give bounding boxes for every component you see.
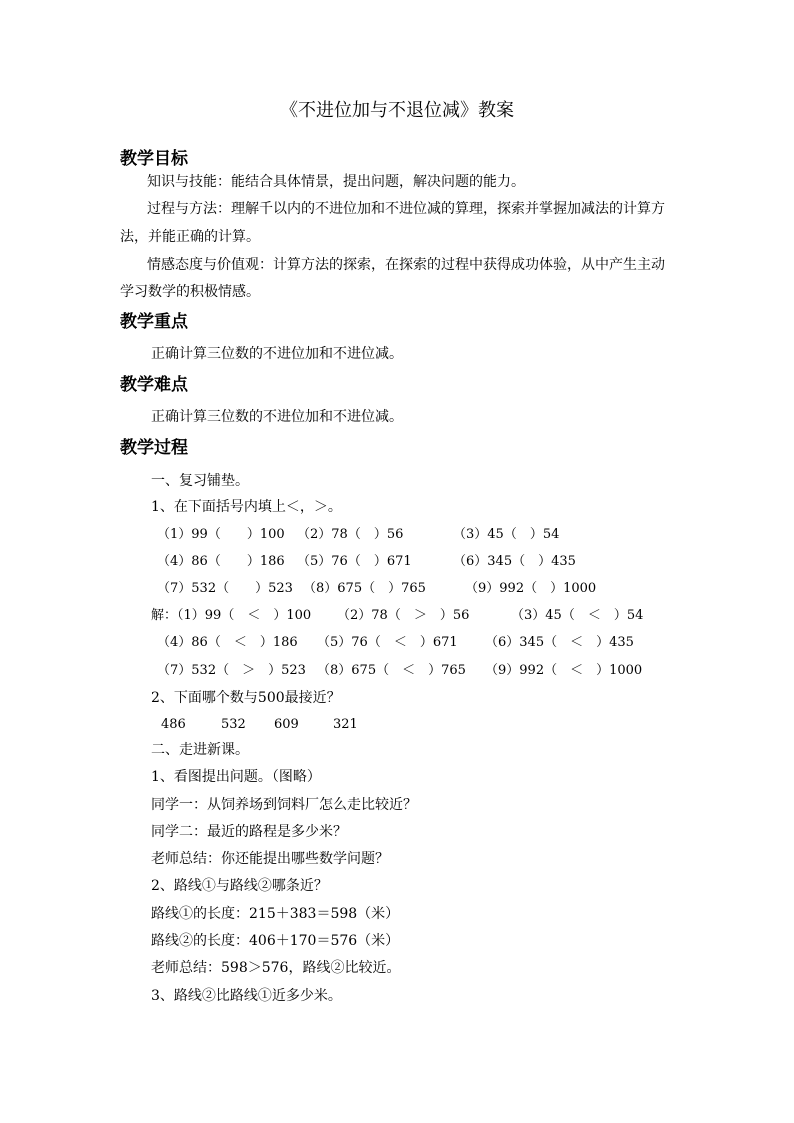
q2-number: 486 — [161, 717, 186, 732]
route-1-length: 路线①的长度：215＋383＝598（米） — [151, 906, 400, 922]
goal-attitude-line2: 学习数学的积极情感。 — [120, 284, 260, 300]
step-3: 3、路线②比路线①近多少米。 — [151, 988, 342, 1004]
a1-item: （8）675（ ＜ ）765 — [317, 663, 466, 678]
goal-process-line2: 法，并能正确的计算。 — [120, 229, 260, 245]
q1-item: （9）992（ ）1000 — [465, 581, 597, 596]
heading-difficulty: 教学难点 — [120, 375, 188, 395]
q2-number: 532 — [221, 717, 246, 732]
q1-item: （6）345（ ）435 — [453, 554, 576, 569]
goal-process-line1: 过程与方法：理解千以内的不进位加和不进位减的算理，探索并掌握加减法的计算方 — [147, 201, 665, 217]
a1-item: （7）532（ ＞ ）523 — [157, 663, 306, 678]
q1-item: （5）76（ ）671 — [297, 554, 412, 569]
q1-item: （7）532（ ）523 — [157, 581, 293, 596]
q2-number: 321 — [333, 717, 358, 732]
heading-key: 教学重点 — [120, 312, 188, 332]
q1-item: （4）86（ ）186 — [157, 554, 285, 569]
a1-item: 解：（1）99（ ＜ ）100 — [151, 608, 312, 623]
q1-item: （8）675（ ）765 — [303, 581, 426, 596]
review-title: 一、复习铺垫。 — [151, 473, 249, 489]
a1-item: （4）86（ ＜ ）186 — [157, 635, 298, 650]
question-2: 2、下面哪个数与500最接近？ — [151, 690, 341, 706]
heading-goals: 教学目标 — [120, 149, 188, 169]
a1-item: （2）78（ ＞ ）56 — [337, 608, 470, 623]
page-title: 《不进位加与不退位减》教案 — [280, 100, 514, 121]
q2-number: 609 — [274, 717, 299, 732]
a1-item: （6）345（ ＜ ）435 — [485, 635, 634, 650]
teacher-summary-1: 老师总结：你还能提出哪些数学问题？ — [151, 851, 389, 867]
route-2-length: 路线②的长度：406＋170＝576（米） — [151, 933, 400, 949]
key-text: 正确计算三位数的不进位加和不进位减。 — [151, 346, 403, 362]
student-1: 同学一：从饲养场到饲料厂怎么走比较近？ — [151, 797, 417, 813]
a1-item: （9）992（ ＜ ）1000 — [485, 663, 643, 678]
a1-item: （5）76（ ＜ ）671 — [317, 635, 458, 650]
step-1: 1、看图提出问题。（图略） — [151, 769, 321, 785]
q1-item: （2）78（ ）56 — [297, 527, 404, 542]
q1-item: （1）99（ ）100 — [157, 527, 285, 542]
difficulty-text: 正确计算三位数的不进位加和不进位减。 — [151, 409, 403, 425]
a1-item: （3）45（ ＜ ）54 — [511, 608, 644, 623]
q1-item: （3）45（ ）54 — [453, 527, 560, 542]
goal-attitude-line1: 情感态度与价值观：计算方法的探索，在探索的过程中获得成功体验，从中产生主动 — [147, 257, 665, 273]
heading-process: 教学过程 — [120, 438, 188, 458]
question-1: 1、在下面括号内填上＜，＞。 — [151, 499, 342, 515]
goal-knowledge: 知识与技能：能结合具体情景，提出问题，解决问题的能力。 — [147, 174, 525, 190]
student-2: 同学二：最近的路程是多少米？ — [151, 824, 347, 840]
new-lesson-title: 二、走进新课。 — [151, 742, 249, 758]
teacher-summary-2: 老师总结：598＞576，路线②比较近。 — [151, 960, 401, 976]
step-2: 2、路线①与路线②哪条近？ — [151, 878, 328, 894]
